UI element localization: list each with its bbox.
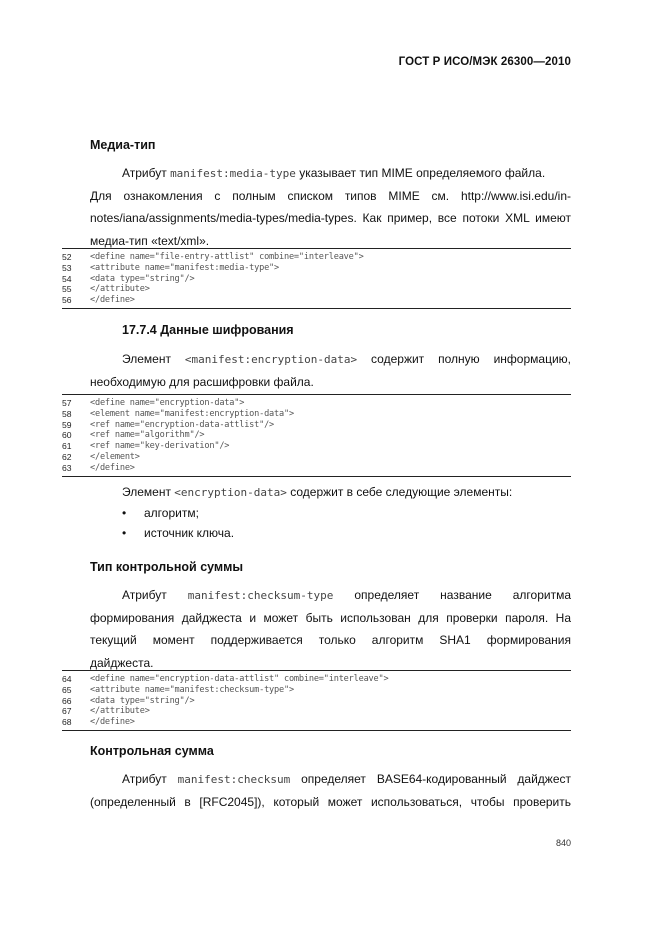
code-line bbox=[62, 717, 571, 728]
inline-code: manifest:media-type bbox=[170, 167, 296, 180]
inline-code: <encryption-data> bbox=[174, 486, 287, 499]
text-fragment: Элемент bbox=[122, 352, 185, 366]
text-line: Для ознакомления с полным списком типов MIME см. http://www.isi.edu/in- bbox=[90, 188, 571, 203]
code-line bbox=[62, 252, 571, 263]
text-line: дайджеста. bbox=[90, 655, 154, 670]
line-number: 67 bbox=[62, 706, 72, 717]
text-fragment: определяет название алгоритма bbox=[333, 588, 571, 602]
code-text: </element> bbox=[90, 451, 140, 462]
paragraph-encryption-data bbox=[90, 348, 571, 393]
inline-code: manifest:checksum bbox=[177, 773, 291, 786]
code-text: </define> bbox=[90, 295, 135, 306]
code-block-checksum-type bbox=[62, 670, 571, 731]
code-text: <data type="string"/> bbox=[90, 695, 195, 706]
code-block-encryption-data bbox=[62, 394, 571, 477]
code-line bbox=[62, 420, 571, 431]
line-number: 56 bbox=[62, 295, 72, 306]
inline-code: manifest:checksum-type bbox=[187, 589, 334, 602]
line-number: 60 bbox=[62, 430, 72, 441]
text-line bbox=[90, 481, 571, 504]
text-fragment: Атрибут bbox=[122, 588, 188, 602]
text-fragment: содержит полную информацию, bbox=[357, 352, 571, 366]
code-text: </attribute> bbox=[90, 706, 150, 717]
text-line bbox=[90, 348, 571, 371]
code-text: <data type="string"/> bbox=[90, 273, 195, 284]
text-line: формирования дайджеста и может быть использован для проверки пароля. На bbox=[90, 610, 571, 625]
line-number: 53 bbox=[62, 262, 72, 273]
code-line bbox=[62, 284, 571, 295]
line-number: 65 bbox=[62, 684, 72, 695]
code-line bbox=[62, 274, 571, 285]
code-line bbox=[62, 263, 571, 274]
code-line bbox=[62, 295, 571, 306]
bullet-icon: • bbox=[122, 506, 127, 520]
text-line bbox=[90, 768, 571, 791]
page-number: 840 bbox=[555, 838, 571, 848]
text-fragment: содержит в себе следующие элементы: bbox=[286, 485, 513, 499]
code-text: <ref name="key-derivation"/> bbox=[90, 441, 230, 452]
text-line: необходимую для расшифровки файла. bbox=[90, 374, 314, 389]
bullet-text: источник ключа. bbox=[144, 526, 235, 540]
line-number: 63 bbox=[62, 462, 72, 473]
heading-media-type: Медиа-тип bbox=[90, 138, 156, 152]
code-text: <define name="encryption-data-attlist" combine="interleave"> bbox=[90, 674, 389, 684]
code-line bbox=[62, 430, 571, 441]
code-text: </attribute> bbox=[90, 284, 150, 295]
text-line: медиа-тип «text/xml». bbox=[90, 233, 210, 248]
code-text: <element name="manifest:encryption-data"> bbox=[90, 408, 294, 419]
line-number: 66 bbox=[62, 695, 72, 706]
code-line bbox=[62, 452, 571, 463]
code-text: <define name="encryption-data"> bbox=[90, 398, 245, 408]
line-number: 57 bbox=[62, 398, 72, 408]
code-line bbox=[62, 696, 571, 707]
heading-encryption-data: 17.7.4 Данные шифрования bbox=[122, 323, 294, 337]
text-fragment: Атрибут bbox=[122, 166, 171, 180]
code-text: </define> bbox=[90, 462, 135, 473]
paragraph-encryption-elements bbox=[90, 481, 571, 504]
bullet-icon: • bbox=[122, 526, 127, 540]
code-block-media-type bbox=[62, 248, 571, 309]
code-text: </define> bbox=[90, 717, 135, 728]
text-fragment: Атрибут bbox=[122, 772, 178, 786]
line-number: 64 bbox=[62, 674, 72, 684]
code-line bbox=[62, 441, 571, 452]
line-number: 54 bbox=[62, 273, 72, 284]
text-line: notes/iana/assignments/media-types/media-types. Как пример, все потоки XML имеют bbox=[90, 211, 571, 225]
code-text: <ref name="algorithm"/> bbox=[90, 430, 205, 441]
line-number: 59 bbox=[62, 419, 72, 430]
line-number: 62 bbox=[62, 451, 72, 462]
line-number: 52 bbox=[62, 252, 72, 262]
paragraph-checksum-type bbox=[90, 584, 571, 674]
code-line bbox=[62, 674, 571, 685]
code-line bbox=[62, 685, 571, 696]
code-line bbox=[62, 463, 571, 474]
line-number: 55 bbox=[62, 284, 72, 295]
bullet-text: алгоритм; bbox=[144, 506, 199, 520]
text-line: (определенный в [RFC2045]), который может использоваться, чтобы проверить bbox=[90, 794, 571, 809]
code-line bbox=[62, 409, 571, 420]
text-fragment: Элемент bbox=[122, 485, 175, 499]
inline-code: <manifest:encryption-data> bbox=[184, 353, 358, 366]
code-line bbox=[62, 398, 571, 409]
line-number: 68 bbox=[62, 717, 72, 728]
paragraph-media-type bbox=[90, 162, 571, 252]
code-text: <ref name="encryption-data-attlist"/> bbox=[90, 419, 275, 430]
text-line bbox=[90, 584, 571, 607]
document-header-title: ГОСТ Р ИСО/МЭК 26300—2010 bbox=[398, 56, 571, 68]
heading-checksum: Контрольная сумма bbox=[90, 744, 214, 758]
text-fragment: определяет BASE64-кодированный дайджест bbox=[290, 772, 571, 786]
line-number: 58 bbox=[62, 408, 72, 419]
code-text: <attribute name="manifest:media-type"> bbox=[90, 262, 280, 273]
text-line: текущий момент поддерживается только алгоритм SHA1 формирования bbox=[90, 633, 571, 647]
heading-checksum-type: Тип контрольной суммы bbox=[90, 560, 244, 574]
text-fragment: указывает тип MIME определяемого файла. bbox=[295, 166, 546, 180]
text-line bbox=[90, 162, 571, 185]
line-number: 61 bbox=[62, 441, 72, 452]
code-line bbox=[62, 706, 571, 717]
code-text: <attribute name="manifest:checksum-type"> bbox=[90, 684, 294, 695]
code-text: <define name="file-entry-attlist" combine="interleave"> bbox=[90, 252, 364, 262]
paragraph-checksum bbox=[90, 768, 571, 813]
